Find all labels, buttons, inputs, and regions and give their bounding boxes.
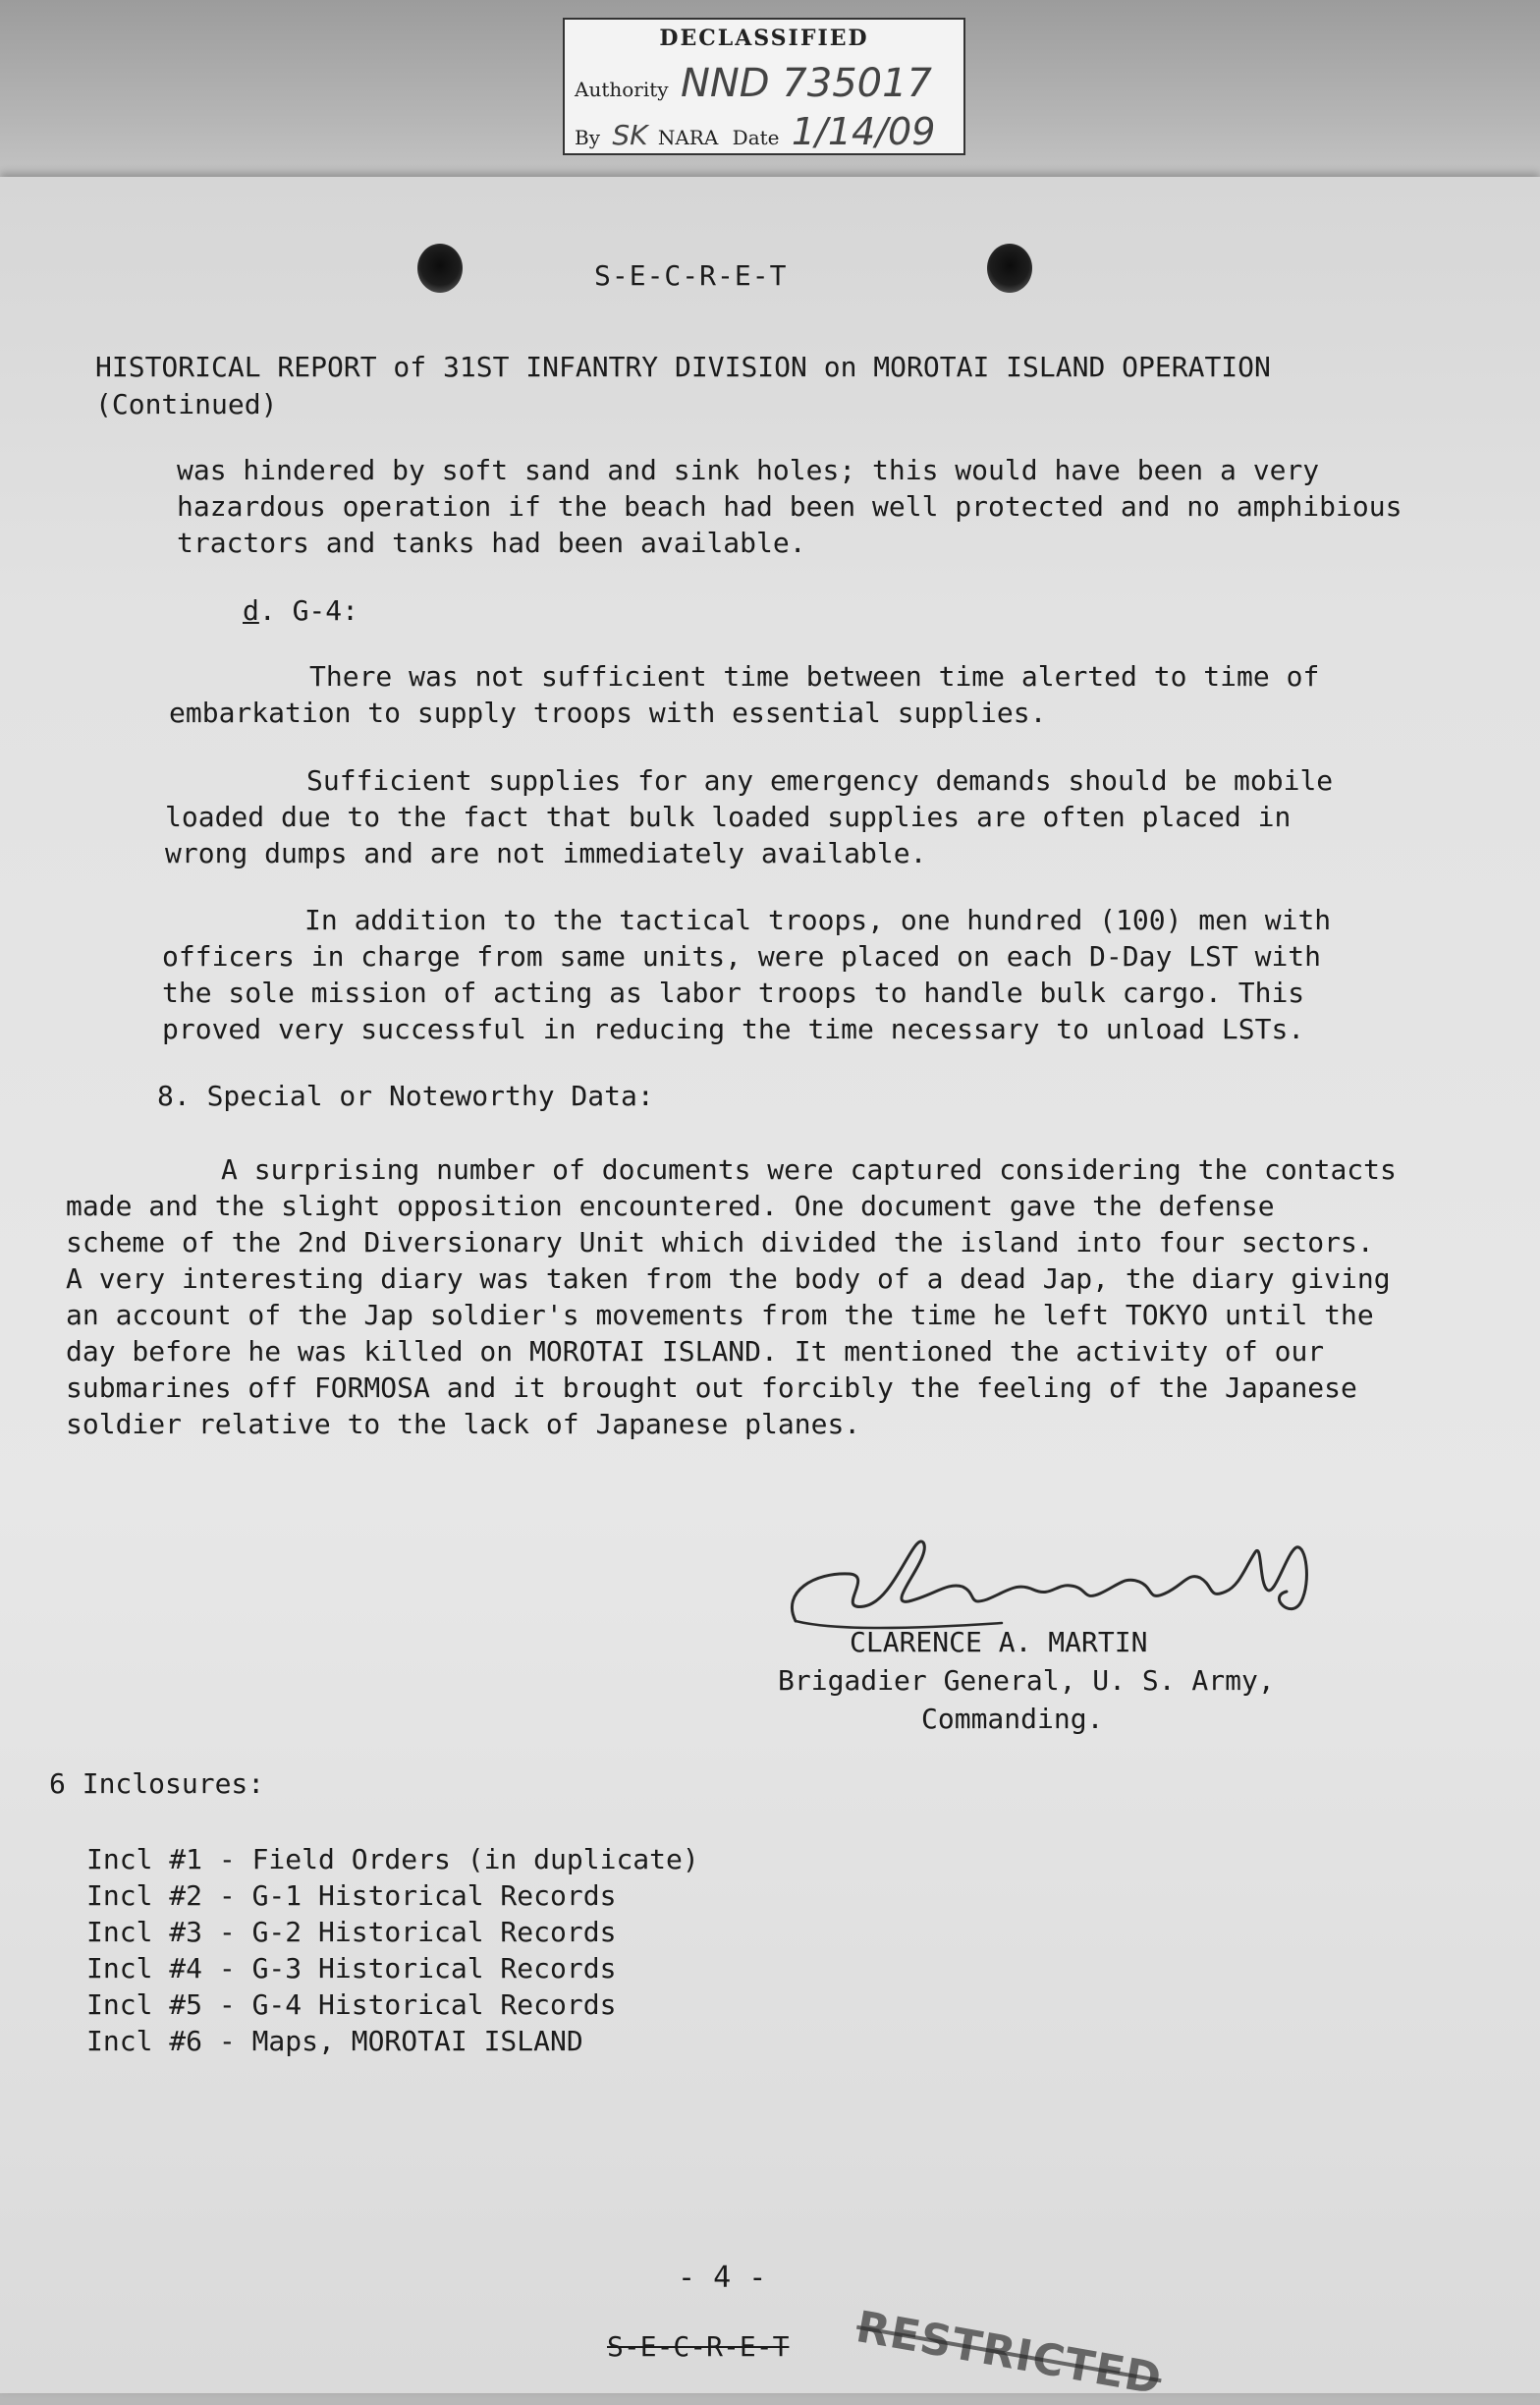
continuation-line-1: was hindered by soft sand and sink holes; this would have been a very xyxy=(177,454,1320,486)
stamp-by-label: By xyxy=(575,126,600,149)
section-g4-title: . G-4: xyxy=(258,594,359,627)
stamp-authority-label: Authority xyxy=(575,78,669,101)
section-8-line-4: A very interesting diary was taken from the body of a dead Jap, the diary giving xyxy=(66,1262,1391,1295)
stamp-by-line xyxy=(575,110,935,153)
g4-para3-line-1: In addition to the tactical troops, one hundred (100) men with xyxy=(304,904,1332,936)
continuation-line-2: hazardous operation if the beach had been well protected and no amphibious xyxy=(177,490,1402,523)
g4-para3-line-3: the sole mission of acting as labor troops to handle bulk cargo. This xyxy=(162,977,1305,1009)
classification-footer: S-E-C-R-E-T xyxy=(607,2330,790,2363)
stamp-title: DECLASSIFIED xyxy=(659,26,869,51)
stamp-authority-line xyxy=(575,61,932,106)
report-title: HISTORICAL REPORT of 31ST INFANTRY DIVISION on MOROTAI ISLAND OPERATION xyxy=(95,351,1271,383)
section-8-line-3: scheme of the 2nd Diversionary Unit which divided the island into four sectors. xyxy=(66,1226,1374,1258)
inclosure-item-2: Incl #2 - G-1 Historical Records xyxy=(86,1879,617,1912)
stamp-authority-value: NND 735017 xyxy=(680,61,932,106)
inclosure-item-6: Incl #6 - Maps, MOROTAI ISLAND xyxy=(86,2025,583,2057)
inclosure-item-3: Incl #3 - G-2 Historical Records xyxy=(86,1916,617,1948)
stamp-agency-label: NARA xyxy=(657,126,719,149)
g4-para2-line-1: Sufficient supplies for any emergency demands should be mobile xyxy=(306,764,1334,797)
section-8-heading: 8. Special or Noteworthy Data: xyxy=(157,1080,654,1112)
inclosure-item-4: Incl #4 - G-3 Historical Records xyxy=(86,1952,617,1985)
section-g4-letter: d xyxy=(243,594,259,627)
section-8-line-2: made and the slight opposition encountered. One document gave the defense xyxy=(66,1190,1275,1222)
inclosure-item-5: Incl #5 - G-4 Historical Records xyxy=(86,1988,617,2021)
g4-para3-line-2: officers in charge from same units, were placed on each D-Day LST with xyxy=(162,940,1322,973)
signer-rank: Brigadier General, U. S. Army, xyxy=(778,1664,1275,1697)
signer-role: Commanding. xyxy=(921,1703,1104,1735)
section-8-line-5: an account of the Jap soldier's movements from the time he left TOKYO until the xyxy=(66,1299,1374,1331)
classification-header: S-E-C-R-E-T xyxy=(594,259,788,292)
punch-hole-left xyxy=(417,244,463,293)
punch-hole-right xyxy=(987,244,1032,293)
g4-para1-line-2: embarkation to supply troops with essential supplies. xyxy=(169,697,1047,729)
stamp-date-label: Date xyxy=(732,126,780,149)
report-title-continued: (Continued) xyxy=(95,388,278,420)
inclosure-item-1: Incl #1 - Field Orders (in duplicate) xyxy=(86,1843,699,1875)
inclosures-heading: 6 Inclosures: xyxy=(49,1767,265,1800)
stamp-date-value: 1/14/09 xyxy=(791,110,936,153)
g4-para1-line-1: There was not sufficient time between time alerted to time of xyxy=(309,660,1320,693)
g4-para3-line-4: proved very successful in reducing the time necessary to unload LSTs. xyxy=(162,1013,1305,1045)
restricted-stamp: RESTRICTED xyxy=(852,2302,1166,2405)
section-8-line-7: submarines off FORMOSA and it brought out forcibly the feeling of the Japanese xyxy=(66,1371,1357,1404)
section-8-line-1: A surprising number of documents were captured considering the contacts xyxy=(221,1153,1397,1186)
g4-para2-line-2: loaded due to the fact that bulk loaded supplies are often placed in xyxy=(165,801,1292,833)
section-8-line-6: day before he was killed on MOROTAI ISLAND. It mentioned the activity of our xyxy=(66,1335,1325,1368)
g4-para2-line-3: wrong dumps and are not immediately available. xyxy=(165,837,927,869)
declassification-stamp xyxy=(563,18,965,155)
section-8-line-8: soldier relative to the lack of Japanese planes. xyxy=(66,1408,861,1440)
page-number: - 4 - xyxy=(678,2261,767,2295)
continuation-line-3: tractors and tanks had been available. xyxy=(177,527,806,559)
section-g4-heading xyxy=(243,592,358,629)
signer-name: CLARENCE A. MARTIN xyxy=(850,1626,1148,1658)
stamp-by-value: SK xyxy=(612,119,648,151)
